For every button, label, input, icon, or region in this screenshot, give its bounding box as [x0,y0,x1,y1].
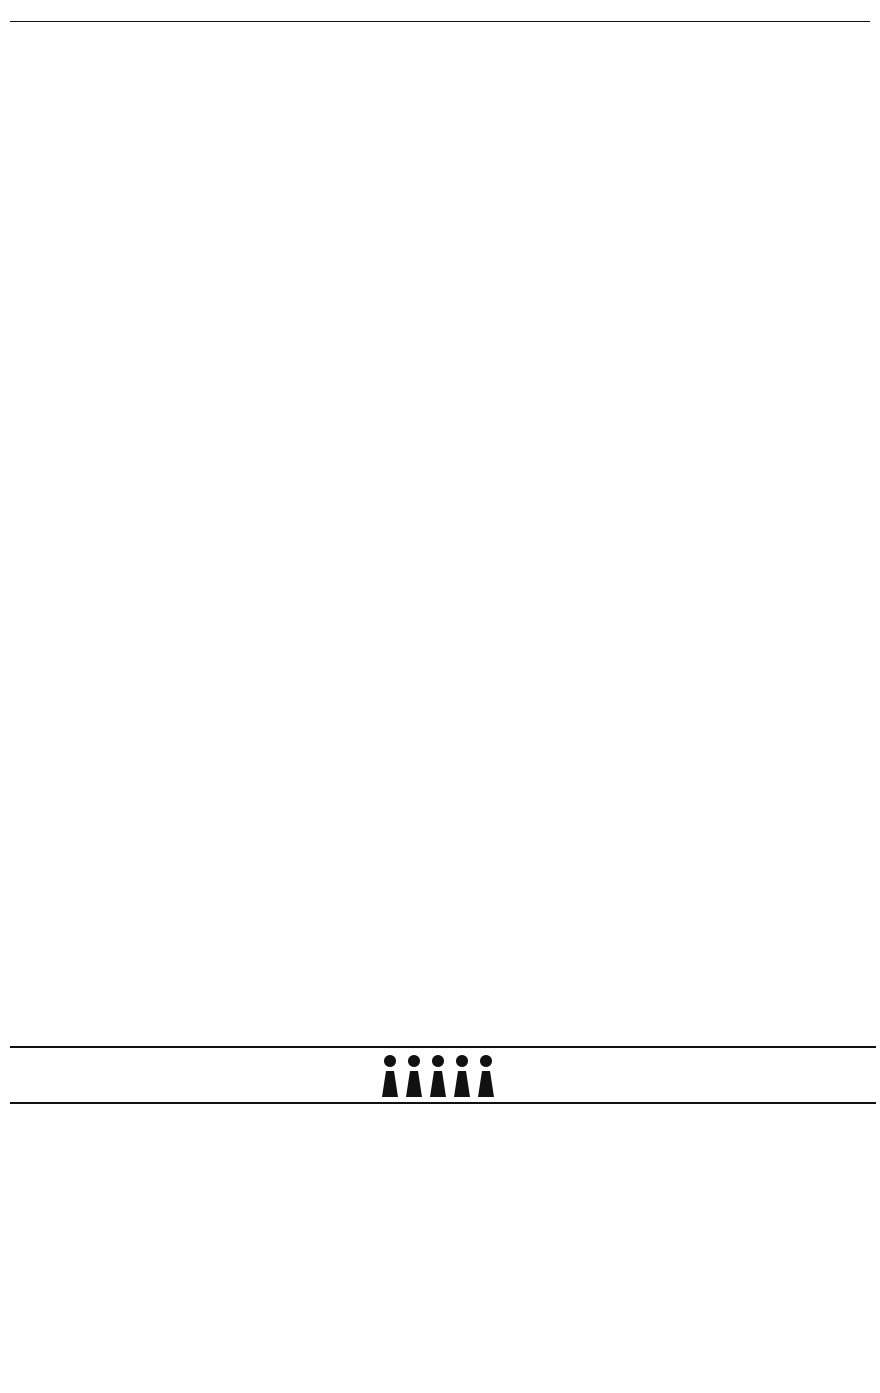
page-header [10,4,870,22]
classified-columns [10,26,876,1041]
employment-columns [10,1108,876,1388]
employment-banner [10,1046,876,1104]
people-icon [378,1053,498,1097]
